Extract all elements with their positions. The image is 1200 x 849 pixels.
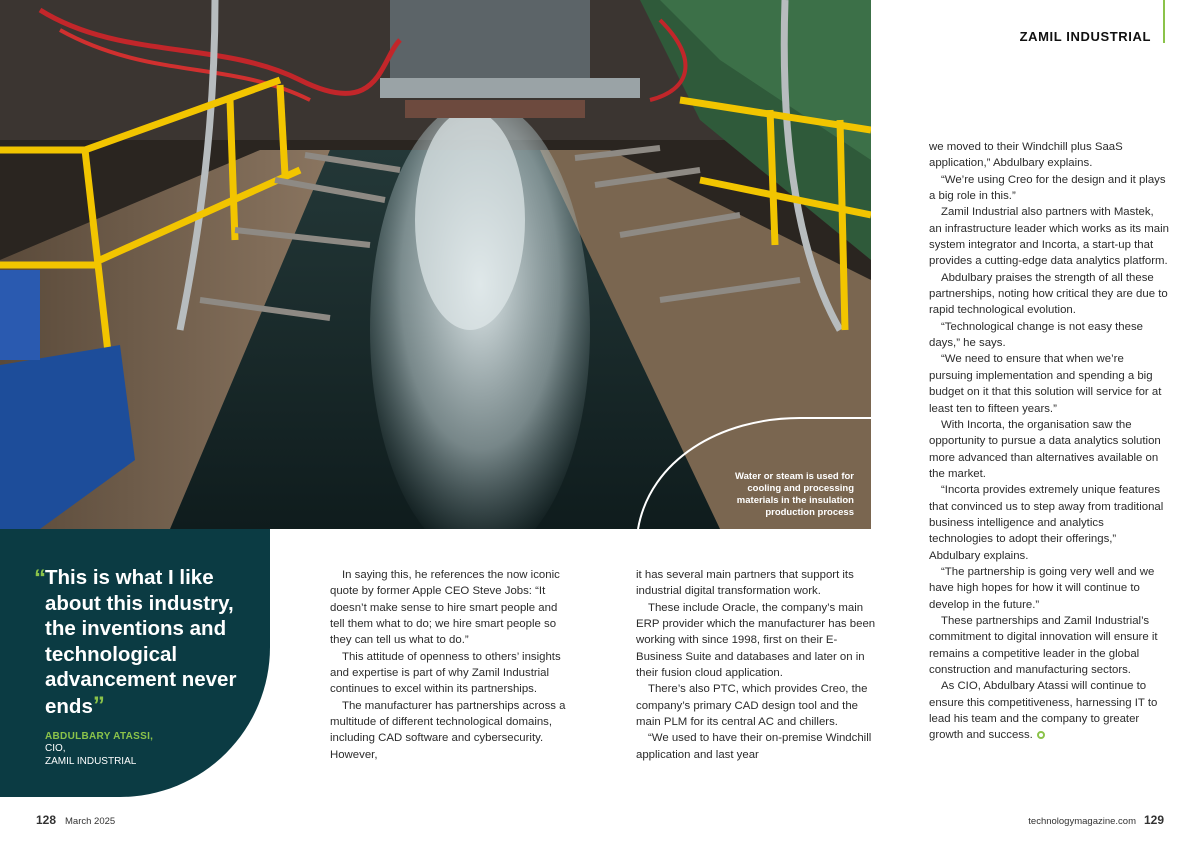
paragraph: “The partnership is going very well and we have high hopes for how it will continue to develop in the future.” [929,565,1155,611]
paragraph: “Technological change is not easy these days,” he says. [929,320,1143,350]
paragraph: With Incorta, the organisation saw the opportunity to pursue a data analytics solution more advanced than alternatives available on the market. [929,418,1161,480]
quote-role-title: CIO, [45,743,66,754]
paragraph: we moved to their Windchill plus SaaS application,” Abdulbary explains. [929,141,1123,170]
page-number-left: 128 [36,813,57,827]
website-url[interactable]: technologymagazine.com [1028,816,1136,827]
paragraph-text: As CIO, Abdulbary Atassi will continue to ensure this competitiveness, harnessing IT to lead his team and the company to greater growth and success. [929,680,1158,742]
close-quote-mark: ” [92,691,105,719]
quote-role-company: ZAMIL INDUSTRIAL [45,755,137,767]
article-column-1 [330,567,575,763]
pull-quote-body: This is what I like about this industry, the inventions and technological advancement never ends [45,566,237,718]
quote-attribution-name: ABDULBARY ATASSI, [45,731,154,742]
issue-date: March 2025 [65,816,116,827]
photo-caption: Water or steam is used for cooling and processing materials in the insulation production process [735,471,854,518]
paragraph: “We’re using Creo for the design and it plays a big role in this.” [929,173,1166,203]
paragraph: “We used to have their on-premise Windchill application and last year [636,732,872,761]
paragraph: There’s also PTC, which provides Creo, the company’s primary CAD design tool and the main PLM for its central AC and chillers. [636,683,868,729]
article-column-2 [636,567,876,763]
paragraph: “We need to ensure that when we’re pursuing implementation and spending a big budget on it that this solution will service for at least ten to fifteen years.” [929,353,1162,415]
industrial-cooling-illustration [0,0,871,529]
page-number-right: 129 [1143,813,1164,827]
paragraph: These include Oracle, the company’s main ERP provider which the manufacturer has been working with since 1998, first on their E-Business Suite and databases and later on in their fusion cloud application. [636,601,876,680]
paragraph: “Incorta provides extremely unique features that convinced us to step away from traditional business intelligence and analytics technologies to adopt their offerings,” Abdulbary explains. [929,484,1164,562]
feature-photo [0,0,871,529]
quote-attribution-role [45,743,136,768]
paragraph: it has several main partners that support its industrial digital transformation work. [636,569,854,598]
paragraph: These partnerships and Zamil Industrial’s commitment to digital innovation will ensure it remains a competitive leader in the global construction and manufacturing sectors. [929,614,1158,676]
section-title: ZAMIL INDUSTRIAL [1019,29,1151,44]
open-quote-mark: “ [34,565,46,592]
paragraph: Zamil Industrial also partners with Mastek, an infrastructure leader which works as its main system integrator and Incorta, a start-up that provides a cutting-edge data analytics platform. [929,206,1169,268]
pull-quote-text [45,565,265,719]
article-column-3 [929,139,1169,744]
paragraph: The manufacturer has partnerships across a multitude of different technological domains, including CAD software and cybersecurity. However, [330,699,566,761]
paragraph: This attitude of openness to others’ insights and expertise is part of why Zamil Industrial continues to excel within its partnerships. [330,650,561,696]
header-accent-line [1163,0,1165,43]
paragraph: Abdulbary praises the strength of all these partnerships, noting how critical they are due to rapid technological evolution. [929,271,1168,317]
end-of-article-icon [1037,731,1045,739]
paragraph: In saying this, he references the now iconic quote by former Apple CEO Steve Jobs: “It doesn’t make sense to hire smart people and tell them what to do; we hire smart people so they can tell us what to do.” [330,569,560,647]
last-paragraph [929,678,1169,743]
